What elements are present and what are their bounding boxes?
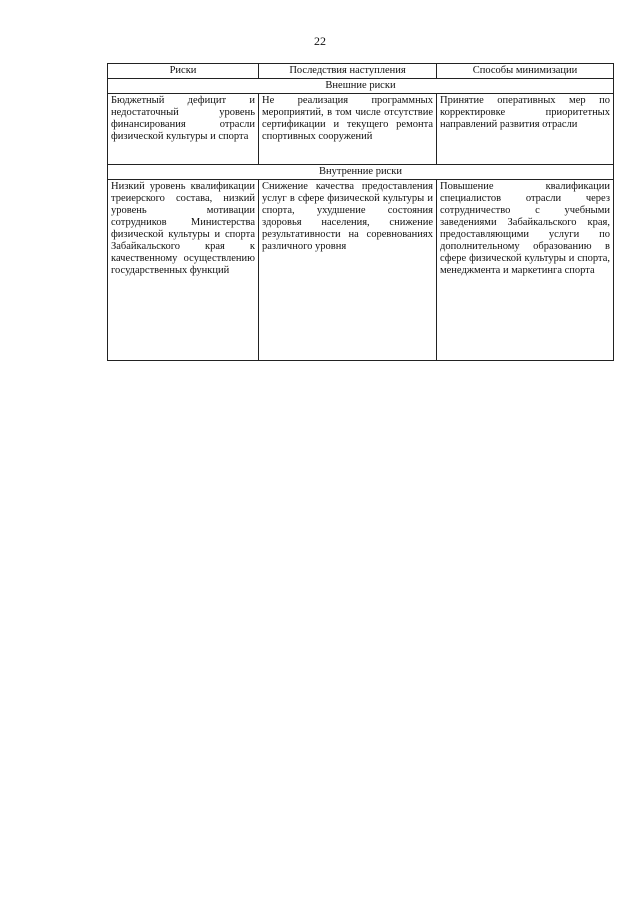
consequences-cell: Не реализация программных мероприятий, в том числе отсутствие сертификации и текущего ремонта спортивных сооружений	[259, 94, 437, 165]
header-risks: Риски	[108, 64, 259, 79]
page-number: 22	[314, 34, 326, 48]
table-row	[108, 180, 614, 361]
header-consequences: Последствия наступления	[259, 64, 437, 79]
risk-cell: Низкий уровень квалификации треиерского состава, низкий уровень мотивации сотрудников Министерства физической культуры и спорта Забайкальского края к качественному осуществлению государственных функций	[108, 180, 259, 361]
mitigation-cell: Повышение квалификации специалистов отрасли через сотрудничество с учебными заведениями Забайкальского края, предоставляющими услуги по дополнительному образованию в сфере физической культуры и спорта, менеджмента и маркетинга спорта	[437, 180, 614, 361]
section-row-external	[108, 79, 614, 94]
table-header-row	[108, 64, 614, 79]
consequences-cell: Снижение качества предоставления услуг в сфере физической культуры и спорта, ухудшение состояния здоровья населения, снижение результативности на соревнованиях различного уровня	[259, 180, 437, 361]
mitigation-cell: Принятие оперативных мер по корректировке приоритетных направлений развития отрасли	[437, 94, 614, 165]
section-title-external: Внешние риски	[108, 79, 614, 94]
header-mitigation: Способы минимизации	[437, 64, 614, 79]
table-row	[108, 94, 614, 165]
section-row-internal	[108, 165, 614, 180]
section-title-internal: Внутренние риски	[108, 165, 614, 180]
risk-table	[107, 63, 614, 361]
risk-cell: Бюджетный дефицит и недостаточный уровень финансирования отрасли физической культуры и спорта	[108, 94, 259, 165]
